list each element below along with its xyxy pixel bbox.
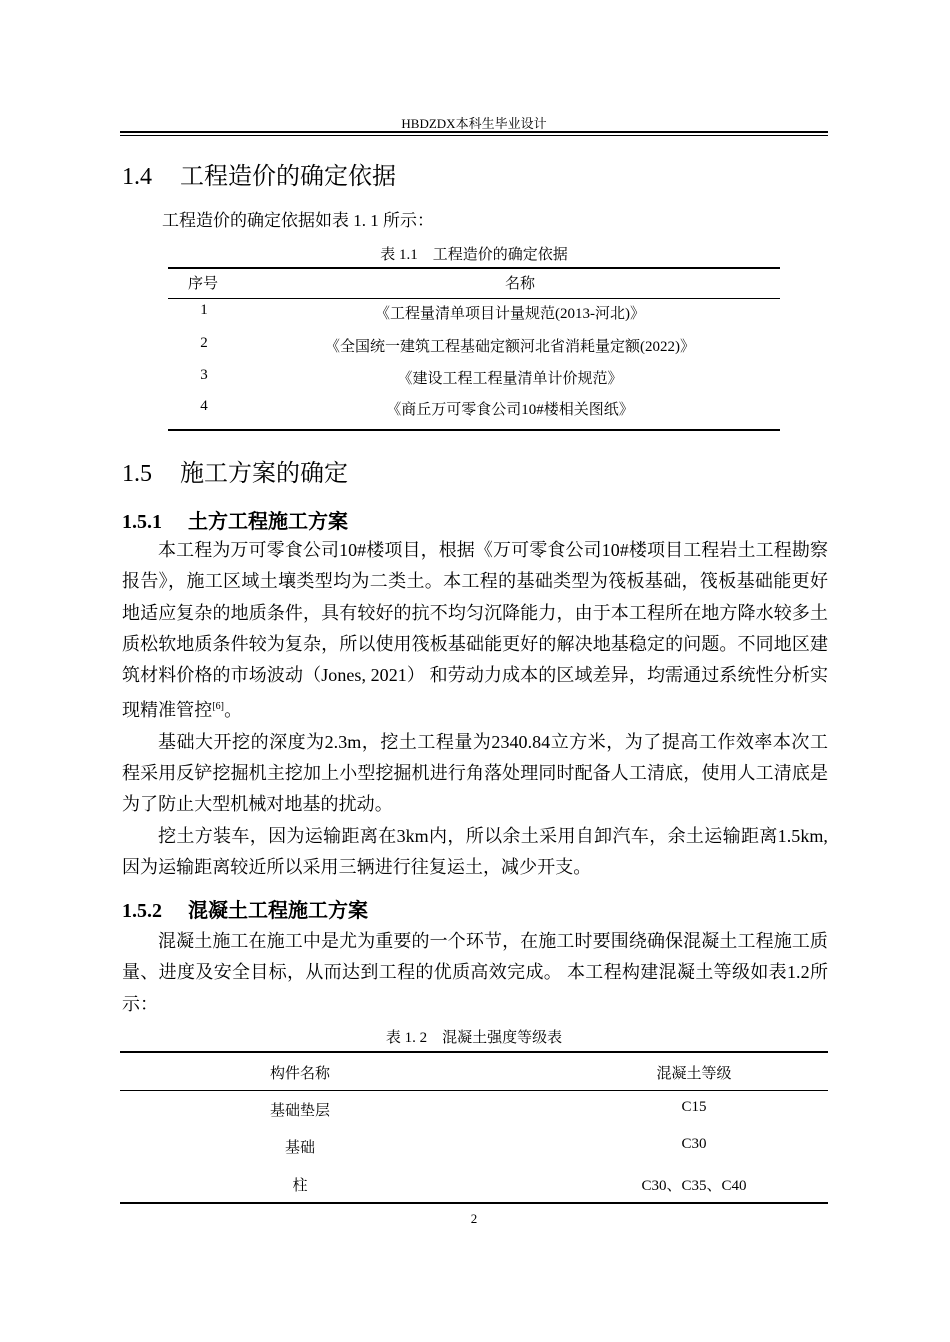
header-rule — [120, 131, 828, 136]
section-title: 混凝土工程施工方案 — [188, 900, 368, 922]
cell: 基础 — [284, 1140, 315, 1156]
section-number: 1.5 — [122, 461, 152, 487]
table1-caption: 表 1.1 工程造价的确定依据 — [380, 247, 568, 263]
paragraph: 混凝土施工在施工中是尤为重要的一个环节，在施工时要围绕确保混凝土工程施工质量、进度及安全目标，从而达到工程的优质高效完成。 本工程构建混凝土等级如表1.2所示： — [122, 931, 828, 1014]
cell: 《商丘万可零食公司10#楼相关图纸》 — [386, 402, 634, 418]
table2-top-rule — [120, 1051, 828, 1053]
table1-header-rule — [168, 298, 780, 299]
subsection-heading-1-5-2 — [122, 894, 368, 923]
cell: 1 — [200, 302, 208, 318]
section-heading-1-5 — [122, 453, 348, 488]
cell: C15 — [681, 1099, 707, 1115]
column-header: 构件名称 — [269, 1066, 330, 1082]
table2-header-rule — [120, 1090, 828, 1091]
cell: C30 — [681, 1136, 707, 1152]
section-number: 1.4 — [122, 164, 152, 190]
table-header-row — [120, 1062, 828, 1090]
table1-body — [168, 302, 780, 420]
cell: C30、C35、C40 — [641, 1178, 747, 1194]
paragraph-text: 。 — [224, 700, 243, 721]
section-title: 土方工程施工方案 — [188, 511, 348, 533]
table-row — [168, 398, 780, 420]
table2-bottom-rule — [120, 1202, 828, 1204]
cell: 《工程量清单项目计量规范(2013-河北)》 — [375, 306, 645, 322]
column-header: 混凝土等级 — [656, 1066, 732, 1082]
section-title: 工程造价的确定依据 — [180, 164, 396, 190]
table-row — [168, 302, 780, 335]
section-1-5-1-body — [0, 535, 828, 883]
citation-ref: [6] — [212, 701, 225, 713]
cell: 2 — [200, 335, 208, 351]
section-number: 1.5.1 — [122, 511, 162, 533]
cell: 4 — [200, 398, 208, 414]
page-number: 2 — [470, 1211, 478, 1226]
paragraph: 基础大开挖的深度为2.3m，挖土工程量为2340.84立方米，为了提高工作效率本次工程采用反铲挖掘机主挖加上小型挖掘机进行角落处理同时配备人工清底，使用人工清底是为了防止大型机械对地基的扰动。 — [122, 731, 828, 815]
table-row — [168, 335, 780, 367]
cell: 3 — [200, 367, 208, 383]
section-title: 施工方案的确定 — [180, 461, 348, 487]
column-header: 名称 — [504, 276, 535, 292]
table2 — [120, 1062, 828, 1090]
section-number: 1.5.2 — [122, 900, 162, 922]
cell: 基础垫层 — [269, 1103, 330, 1119]
table-row — [168, 367, 780, 398]
table-row — [120, 1174, 828, 1200]
table-row — [120, 1136, 828, 1174]
table-row — [120, 1099, 828, 1136]
paragraph — [122, 535, 828, 727]
section-heading-1-4 — [122, 156, 396, 191]
column-header: 序号 — [188, 276, 219, 292]
table1-top-rule — [168, 267, 780, 269]
paragraph: 挖土方装车，因为运输距离在3km内，所以余土采用自卸汽车，余土运输距离1.5km,因为运输距离较近所以采用三辆进行往复运土，减少开支。 — [122, 825, 828, 877]
running-header: HBDZDX本科生毕业设计 — [401, 116, 547, 131]
table2-caption: 表 1. 2 混凝土强度等级表 — [385, 1030, 563, 1046]
cell: 《建设工程工程量清单计价规范》 — [397, 371, 623, 387]
table1-bottom-rule — [168, 429, 780, 431]
table2-body — [120, 1099, 828, 1200]
subsection-heading-1-5-1 — [122, 505, 348, 534]
cell: 《全国统一建筑工程基础定额河北省消耗量定额(2022)》 — [325, 339, 695, 355]
table1 — [168, 272, 780, 293]
paragraph-text: 本工程为万可零食公司10#楼项目，根据《万可零食公司10#楼项目工程岩土工程勘察报告》，施工区域土壤类型均为二类土。本工程的基础类型为筏板基础，筏板基础能更好地适应复杂的地质条件，具有较好的抗不均匀沉降能力，由于本工程所在地方降水较多土质松软地质条件较为复杂，所以使用筏板基础能更好的解决地基稳定的问题。不同地区建筑材料价格的市场波动（Jones, 2021） 和劳动力成本的区域差异，均需通过系统性分析实现精准管控 — [122, 540, 828, 721]
intro-text: 工程造价的确定依据如表 1. 1 所示： — [162, 211, 434, 230]
cell: 柱 — [292, 1178, 308, 1194]
table-header-row — [168, 272, 780, 293]
